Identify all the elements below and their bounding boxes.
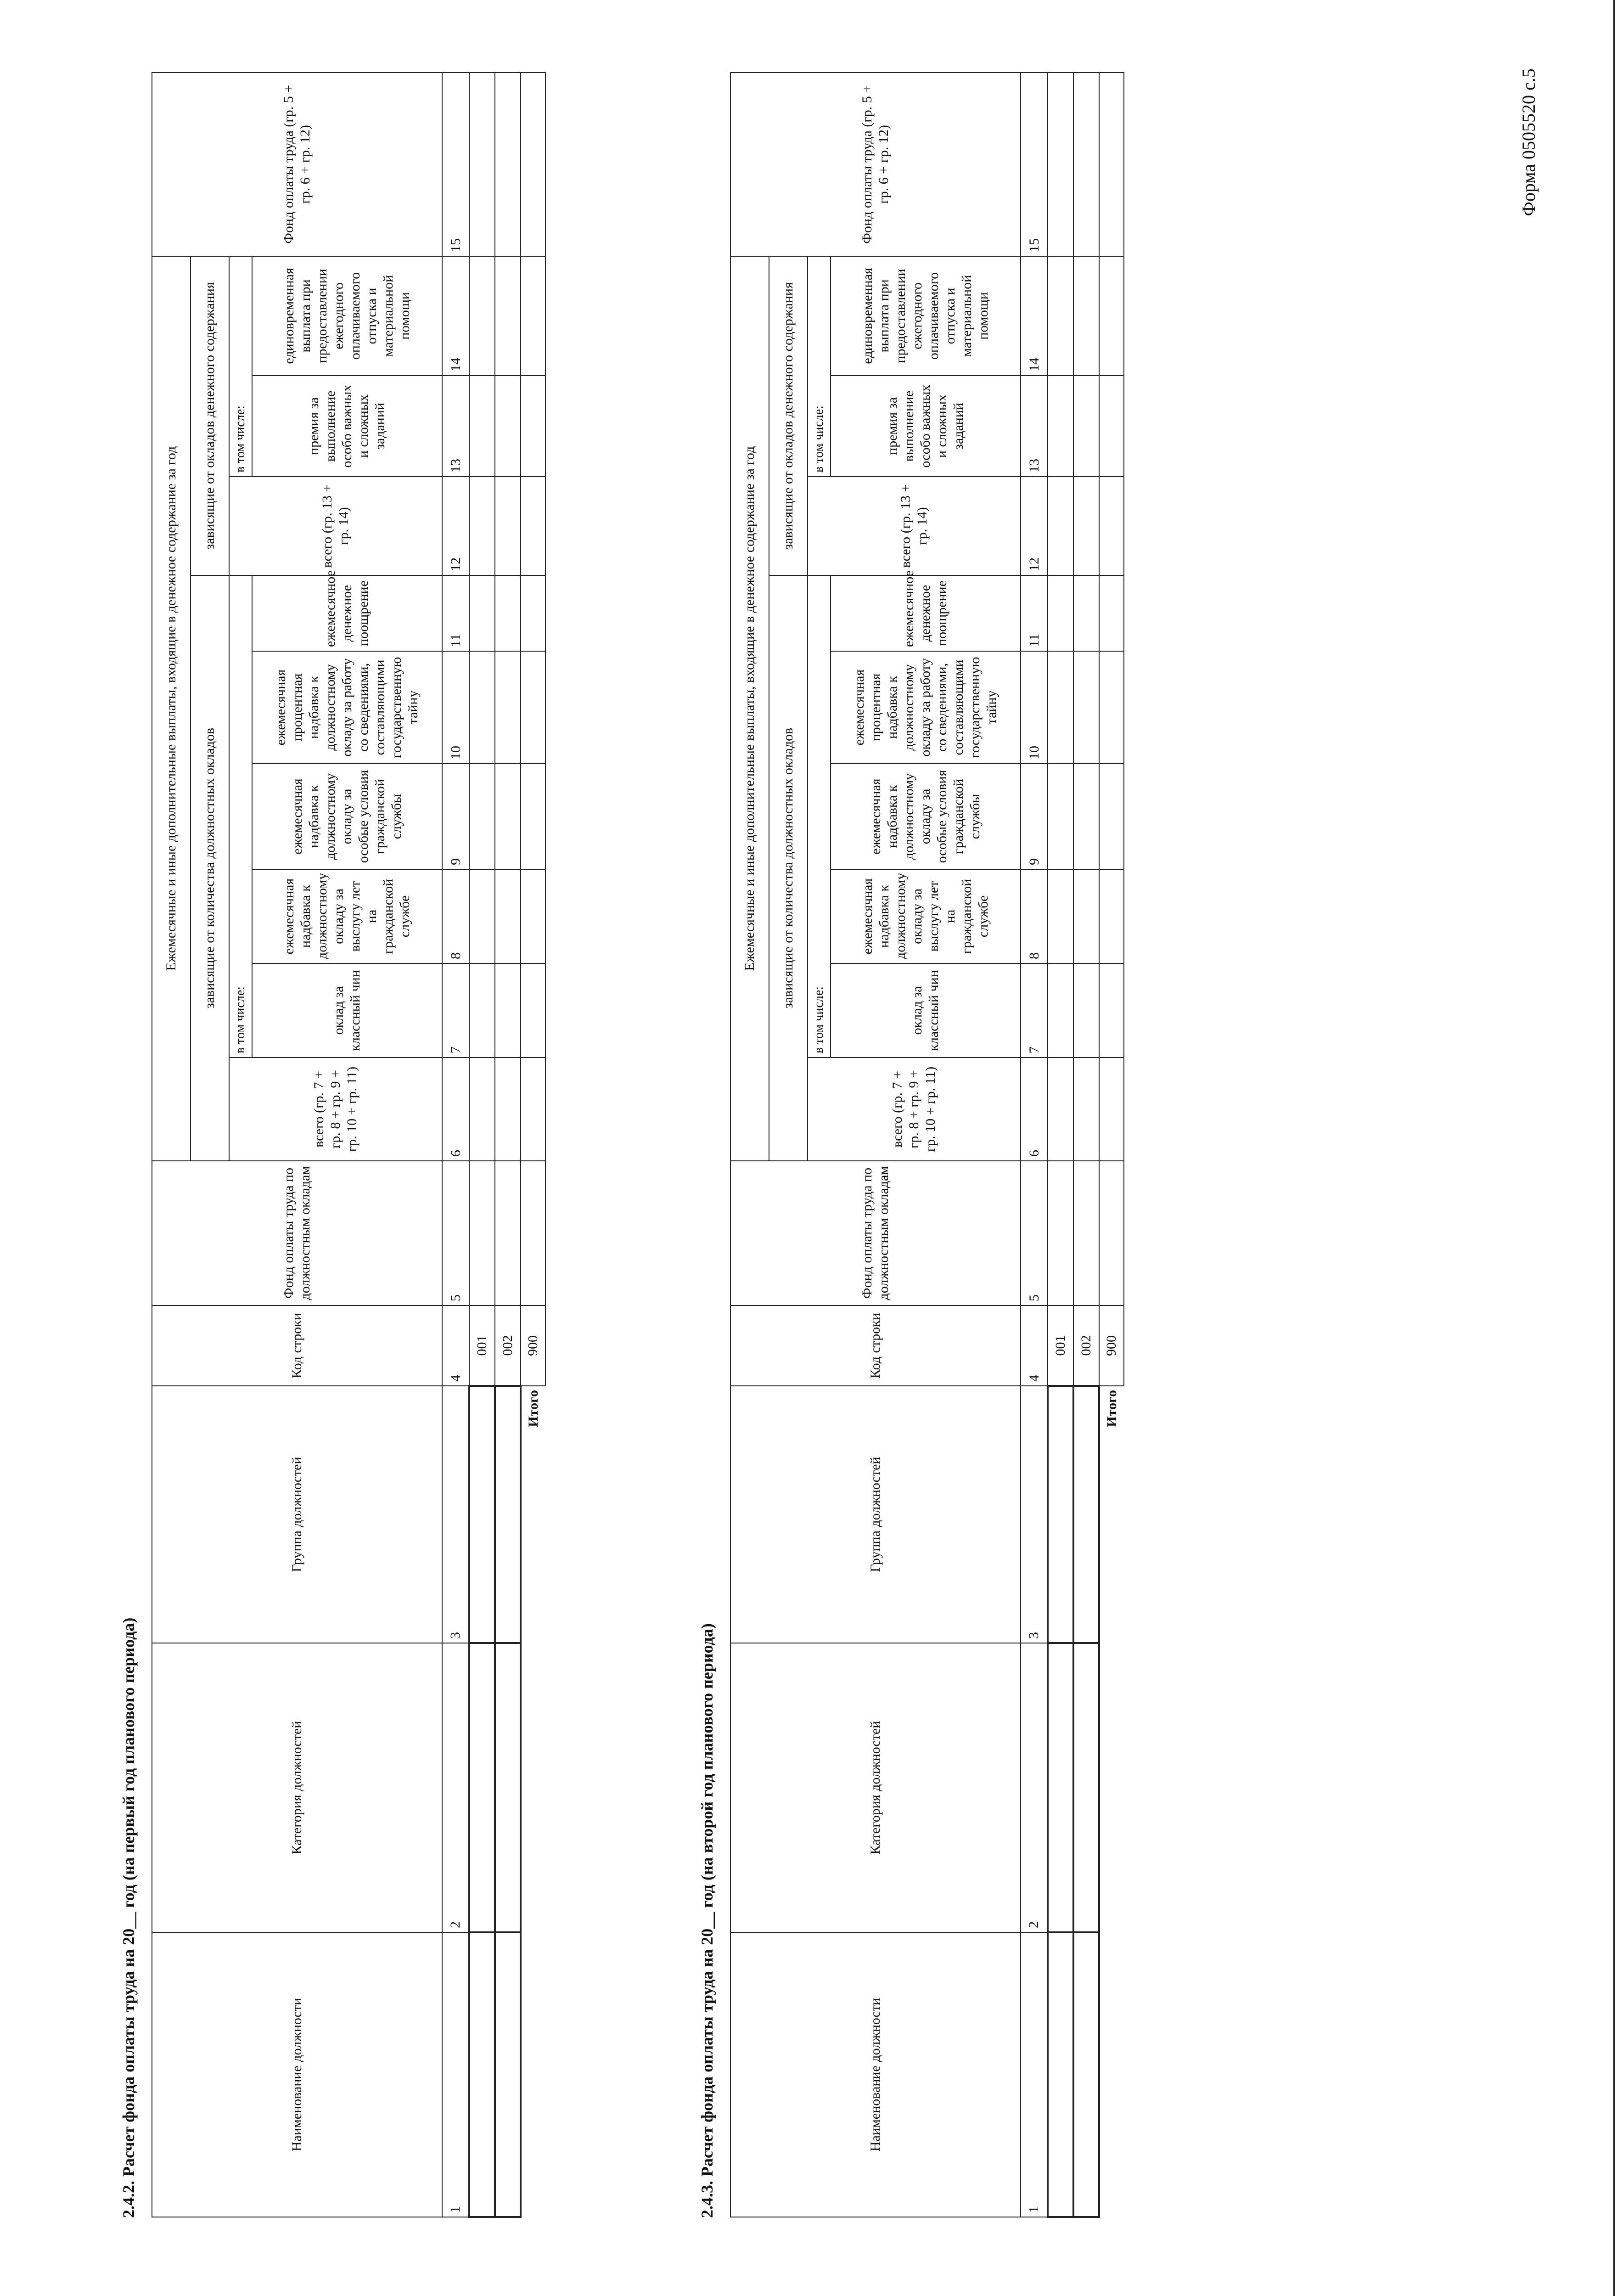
colnum-4: 4 (1021, 1306, 1048, 1386)
header-col-14: единовременная выплата при предоставлении ежегодного оплачиваемого отпуска и материальной помощи (831, 256, 1021, 376)
cell-col-8[interactable] (1048, 869, 1073, 963)
colnum-6: 6 (1021, 1058, 1048, 1161)
cell-col-9[interactable] (469, 764, 495, 869)
header-dependent-salary: зависящие от количества должностных окладов (769, 575, 808, 1161)
total-col-13[interactable] (521, 376, 545, 477)
section-title: 2.4.2. Расчет фонда оплаты труда на 20__ год (на первый год планового периода) (119, 1617, 138, 2218)
header-col-13: премия за выполнение особо важных и сложных заданий (252, 376, 442, 477)
header-category: Категория должностей (152, 1643, 442, 1932)
colnum-9: 9 (1021, 764, 1048, 869)
table-row (1073, 73, 1099, 2217)
cell-col-9[interactable] (495, 764, 521, 869)
total-col-15[interactable] (1099, 73, 1124, 256)
cell-col-7[interactable] (469, 963, 495, 1058)
cell-col-14[interactable] (1073, 256, 1099, 376)
cell-col-14[interactable] (1048, 256, 1073, 376)
colnum-2: 2 (1021, 1643, 1048, 1932)
total-label: Итого (521, 1386, 545, 1643)
colnum-12: 12 (442, 477, 469, 575)
colnum-11: 11 (1021, 575, 1048, 651)
header-salary-fund: Фонд оплаты труда по должностным окладам (730, 1161, 1021, 1306)
colnum-3: 3 (1021, 1386, 1048, 1643)
header-col-11: ежемесячное денежное поощрение (252, 575, 442, 651)
header-dependent-pay: зависящие от окладов денежного содержания (191, 256, 229, 575)
header-position-name: Наименование должности (152, 1932, 442, 2217)
header-total-fund: Фонд оплаты труда (гр. 5 + гр. 6 + гр. 12) (152, 73, 442, 256)
header-including-1: в том числе: (229, 575, 252, 1058)
total-col-14[interactable] (1099, 256, 1124, 376)
total-col-9[interactable] (521, 764, 545, 869)
header-col-9: ежемесячная надбавка к должностному окладу за особые условия гражданской службы (252, 764, 442, 869)
total-col-13[interactable] (1099, 376, 1124, 477)
colnum-14: 14 (1021, 256, 1048, 376)
cell-col-15[interactable] (495, 73, 521, 256)
cell-col-6[interactable] (495, 1058, 521, 1161)
total-code: 900 (521, 1306, 545, 1386)
colnum-10: 10 (442, 651, 469, 764)
colnum-8: 8 (1021, 869, 1048, 963)
header-dependent-pay: зависящие от окладов денежного содержания (769, 256, 808, 575)
header-col-10: ежемесячная процентная надбавка к должностному окладу за работу со сведениями, составляющими государственную тайну (831, 651, 1021, 764)
cell-col-10[interactable] (495, 651, 521, 764)
total-spacer (1099, 1932, 1124, 2217)
colnum-8: 8 (442, 869, 469, 963)
header-total-12: всего (гр. 13 + гр. 14) (229, 477, 442, 575)
header-row-code: Код строки (152, 1306, 442, 1386)
cell-group[interactable] (495, 1386, 521, 1643)
header-col-8: ежемесячная надбавка к должностному окладу за выслугу лет на гражданской службе (831, 869, 1021, 963)
row-code: 001 (469, 1306, 495, 1386)
header-including-2: в том числе: (229, 256, 252, 477)
total-col-8[interactable] (521, 869, 545, 963)
cell-category[interactable] (495, 1643, 521, 1932)
cell-col-8[interactable] (1073, 869, 1099, 963)
section-title: 2.4.3. Расчет фонда оплаты труда на 20__ год (на второй год планового периода) (698, 1623, 716, 2218)
total-col-6[interactable] (521, 1058, 545, 1161)
cell-col-6[interactable] (1073, 1058, 1099, 1161)
row-code: 001 (1048, 1306, 1073, 1386)
cell-col-12[interactable] (495, 477, 521, 575)
total-col-12[interactable] (1099, 477, 1124, 575)
section-sheet-1 (106, 14, 712, 2218)
cell-category[interactable] (469, 1643, 495, 1932)
total-col-14[interactable] (521, 256, 545, 376)
cell-col-14[interactable] (469, 256, 495, 376)
header-col-7: оклад за классный чин (831, 963, 1021, 1058)
cell-col-5[interactable] (495, 1161, 521, 1306)
colnum-14: 14 (442, 256, 469, 376)
total-col-11[interactable] (521, 575, 545, 651)
header-col-11: ежемесячное денежное поощрение (831, 575, 1021, 651)
cell-col-13[interactable] (1048, 376, 1073, 477)
header-including-1: в том числе: (808, 575, 831, 1058)
cell-col-13[interactable] (1073, 376, 1099, 477)
colnum-7: 7 (1021, 963, 1048, 1058)
header-total-fund: Фонд оплаты труда (гр. 5 + гр. 6 + гр. 12) (730, 73, 1021, 256)
cell-col-7[interactable] (1073, 963, 1099, 1058)
colnum-1: 1 (442, 1932, 469, 2217)
cell-col-10[interactable] (1073, 651, 1099, 764)
cell-col-12[interactable] (1073, 477, 1099, 575)
colnum-13: 13 (1021, 376, 1048, 477)
total-col-10[interactable] (521, 651, 545, 764)
cell-col-10[interactable] (469, 651, 495, 764)
cell-col-13[interactable] (495, 376, 521, 477)
section-sheet-2 (684, 14, 1290, 2218)
cell-col-11[interactable] (1073, 575, 1099, 651)
colnum-4: 4 (442, 1306, 469, 1386)
payroll-table (152, 72, 546, 2218)
colnum-1: 1 (1021, 1932, 1048, 2217)
cell-col-7[interactable] (1048, 963, 1073, 1058)
header-col-10: ежемесячная процентная надбавка к должностному окладу за работу со сведениями, составляющими государственную тайну (252, 651, 442, 764)
header-group: Группа должностей (730, 1386, 1021, 1643)
colnum-12: 12 (1021, 477, 1048, 575)
header-dependent-salary: зависящие от количества должностных окладов (191, 575, 229, 1161)
cell-group[interactable] (1073, 1386, 1099, 1643)
total-spacer (1099, 1643, 1124, 1932)
cell-category[interactable] (1048, 1643, 1073, 1932)
colnum-5: 5 (1021, 1161, 1048, 1306)
cell-category[interactable] (1073, 1643, 1099, 1932)
header-col-7: оклад за классный чин (252, 963, 442, 1058)
total-col-10[interactable] (1099, 651, 1124, 764)
colnum-13: 13 (442, 376, 469, 477)
total-col-9[interactable] (1099, 764, 1124, 869)
total-code: 900 (1099, 1306, 1124, 1386)
total-col-7[interactable] (1099, 963, 1124, 1058)
cell-position[interactable] (495, 1932, 521, 2217)
cell-col-15[interactable] (1073, 73, 1099, 256)
colnum-6: 6 (442, 1058, 469, 1161)
cell-col-7[interactable] (495, 963, 521, 1058)
colnum-3: 3 (442, 1386, 469, 1643)
colnum-9: 9 (442, 764, 469, 869)
header-col-9: ежемесячная надбавка к должностному окладу за особые условия гражданской службы (831, 764, 1021, 869)
cell-col-11[interactable] (469, 575, 495, 651)
colnum-15: 15 (1021, 73, 1048, 256)
header-col-8: ежемесячная надбавка к должностному окладу за выслугу лет на гражданской службе (252, 869, 442, 963)
header-additional-payments: Ежемесячные и иные дополнительные выплаты, входящие в денежное содержание за год (730, 256, 769, 1161)
colnum-5: 5 (442, 1161, 469, 1306)
cell-col-6[interactable] (1048, 1058, 1073, 1161)
header-col-13: премия за выполнение особо важных и сложных заданий (831, 376, 1021, 477)
colnum-10: 10 (1021, 651, 1048, 764)
cell-col-12[interactable] (1048, 477, 1073, 575)
cell-col-5[interactable] (1073, 1161, 1099, 1306)
cell-col-8[interactable] (495, 869, 521, 963)
header-category: Категория должностей (730, 1643, 1021, 1932)
cell-col-5[interactable] (469, 1161, 495, 1306)
cell-col-5[interactable] (1048, 1161, 1073, 1306)
cell-col-14[interactable] (495, 256, 521, 376)
header-additional-payments: Ежемесячные и иные дополнительные выплаты, входящие в денежное содержание за год (152, 256, 191, 1161)
header-total-12: всего (гр. 13 + гр. 14) (808, 477, 1021, 575)
cell-col-13[interactable] (469, 376, 495, 477)
cell-group[interactable] (1048, 1386, 1073, 1643)
total-col-5[interactable] (521, 1161, 545, 1306)
cell-position[interactable] (469, 1932, 495, 2217)
cell-position[interactable] (1073, 1932, 1099, 2217)
colnum-7: 7 (442, 963, 469, 1058)
total-col-5[interactable] (1099, 1161, 1124, 1306)
scan-edge (1613, 0, 1615, 2296)
header-total-6: всего (гр. 7 + гр. 8 + гр. 9 + гр. 10 + гр. 11) (229, 1058, 442, 1161)
row-code: 002 (495, 1306, 521, 1386)
total-col-8[interactable] (1099, 869, 1124, 963)
total-spacer (521, 1643, 545, 1932)
row-code: 002 (1073, 1306, 1099, 1386)
total-label: Итого (1099, 1386, 1124, 1643)
colnum-11: 11 (442, 575, 469, 651)
payroll-table (730, 72, 1124, 2218)
total-col-6[interactable] (1099, 1058, 1124, 1161)
header-col-14: единовременная выплата при предоставлении ежегодного оплачиваемого отпуска и материальной помощи (252, 256, 442, 376)
table-row (469, 73, 495, 2217)
cell-col-8[interactable] (469, 869, 495, 963)
total-row (521, 73, 545, 2217)
colnum-2: 2 (442, 1643, 469, 1932)
cell-col-9[interactable] (1073, 764, 1099, 869)
cell-group[interactable] (469, 1386, 495, 1643)
cell-col-10[interactable] (1048, 651, 1073, 764)
total-spacer (521, 1932, 545, 2217)
header-total-6: всего (гр. 7 + гр. 8 + гр. 9 + гр. 10 + гр. 11) (808, 1058, 1021, 1161)
total-col-11[interactable] (1099, 575, 1124, 651)
cell-col-12[interactable] (469, 477, 495, 575)
cell-position[interactable] (1048, 1932, 1073, 2217)
cell-col-15[interactable] (1048, 73, 1073, 256)
total-col-7[interactable] (521, 963, 545, 1058)
total-row (1099, 73, 1124, 2217)
form-number: Форма 0505520 с.5 (1518, 68, 1539, 216)
cell-col-15[interactable] (469, 73, 495, 256)
header-position-name: Наименование должности (730, 1932, 1021, 2217)
table-row (1048, 73, 1073, 2217)
colnum-15: 15 (442, 73, 469, 256)
cell-col-11[interactable] (1048, 575, 1073, 651)
header-salary-fund: Фонд оплаты труда по должностным окладам (152, 1161, 442, 1306)
header-including-2: в том числе: (808, 256, 831, 477)
cell-col-9[interactable] (1048, 764, 1073, 869)
cell-col-11[interactable] (495, 575, 521, 651)
cell-col-6[interactable] (469, 1058, 495, 1161)
table-row (495, 73, 521, 2217)
total-col-15[interactable] (521, 73, 545, 256)
header-row-code: Код строки (730, 1306, 1021, 1386)
total-col-12[interactable] (521, 477, 545, 575)
header-group: Группа должностей (152, 1386, 442, 1643)
